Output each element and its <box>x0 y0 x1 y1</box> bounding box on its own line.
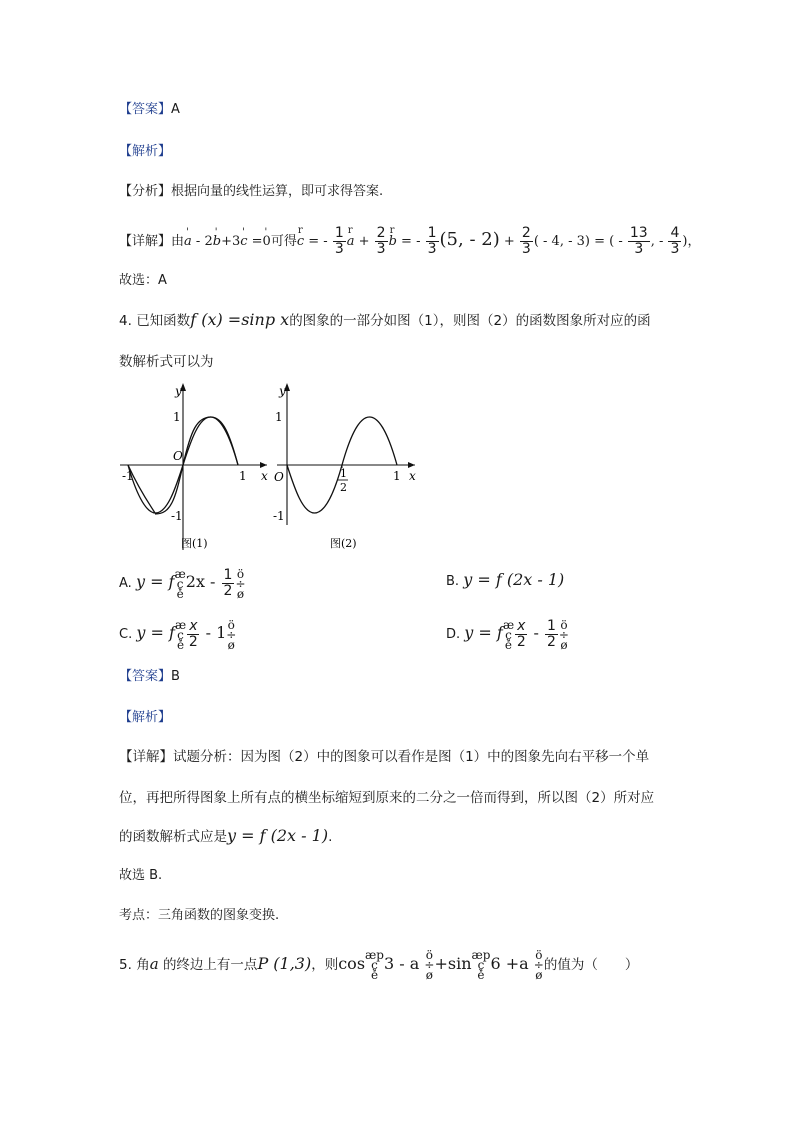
option-b-expr: y = f (2x - 1) <box>463 570 565 589</box>
option-c-lparen: æ ç è <box>174 617 187 652</box>
option-c-mid: - 1 <box>200 623 227 642</box>
option-b[interactable] <box>446 569 564 591</box>
vec-b: ' b <box>213 224 221 260</box>
vec-c2: r c <box>297 224 304 260</box>
frac-1-3b: $\frac{1}{3}$ <box>427 225 437 257</box>
option-d[interactable] <box>446 617 569 652</box>
q4-detail-pre: 的函数解析式应是 <box>119 829 227 845</box>
expr-eq: = - <box>304 234 332 249</box>
q5-six: 6 <box>490 954 501 973</box>
expr-eq0: = <box>247 234 263 249</box>
fig1-tick-top: 1 <box>173 410 181 424</box>
detail-tag: 【详解】 <box>119 234 172 249</box>
q5-cos: cos <box>338 954 366 973</box>
answer-value: A <box>171 102 180 117</box>
fig1-x-label: x <box>261 469 268 483</box>
expr-eqneg: = - <box>396 234 425 249</box>
q4-detail-line1 <box>119 748 649 766</box>
expr-comma: , - <box>650 234 668 249</box>
q3-conclusion: 故选：A <box>119 273 167 288</box>
q4-answer-tag: 【答案】 <box>119 669 172 684</box>
q5-plus-a: +a <box>500 954 534 973</box>
q5-stem2: ，则 <box>311 957 339 973</box>
q4-detail-tag: 【详解】 <box>119 749 173 765</box>
option-a-frac: $\frac{1}{2}$ <box>223 567 233 599</box>
option-a-rparen: ö ÷ ø <box>235 566 246 601</box>
q4-detail-line2: 位，再把所得图象上所有点的横坐标缩短到原来的二分之一倍而得到，所以图（2）所对应 <box>119 790 655 806</box>
q4-analysis-heading <box>119 709 171 727</box>
q4-analysis-tag: 【解析】 <box>119 710 172 725</box>
q4-answer-value: B <box>171 669 180 684</box>
fig2-tick-top: 1 <box>275 410 283 424</box>
analysis-heading <box>119 143 171 161</box>
fig1-tick-left: -1 <box>122 469 134 483</box>
expr-plus: + <box>354 234 374 249</box>
option-c-pre: y = f <box>136 623 175 642</box>
fig2-x-label: x <box>409 469 416 483</box>
q4-number: 4. <box>119 313 132 329</box>
expr-minus2: - 2 <box>191 234 213 249</box>
q5-point: P (1,3) <box>257 954 312 973</box>
fig2-origin: O <box>274 470 284 484</box>
vec-a2: r a <box>347 224 355 260</box>
fig1-tick-right: 1 <box>239 469 247 483</box>
fig1-caption: 图(1) <box>181 537 208 550</box>
expr-trail: ， <box>687 234 701 249</box>
option-d-mid: - <box>528 623 544 642</box>
q4-conclusion: 故选 B. <box>119 868 163 883</box>
fig2-half-num: 1 <box>340 467 347 480</box>
q4-detail-line3 <box>119 825 332 847</box>
fig2-x-arrow <box>408 462 415 468</box>
vec-zero: ' 0 <box>263 224 271 260</box>
fig1-origin: O <box>173 449 183 463</box>
option-a-mid: 2x - <box>185 572 221 591</box>
q4-stem-line2: 数解析式可以为 <box>119 354 214 370</box>
option-a[interactable] <box>119 566 246 601</box>
option-a-lparen: æ ç è <box>174 566 186 601</box>
option-d-lparen: æ ç è <box>502 617 515 652</box>
fenxi-text: 根据向量的线性运算，即可求得答案. <box>171 184 384 199</box>
fenxi-tag: 【分析】 <box>119 184 172 199</box>
option-c[interactable] <box>119 617 237 652</box>
option-a-label: A. <box>119 576 132 591</box>
q5-alpha: a <box>149 955 159 973</box>
q5-rparen2: ö ÷ ø <box>533 948 544 982</box>
q4-detail-text1: 试题分析：因为图（2）中的图象可以看作是图（1）中的图象先向右平移一个单 <box>173 749 650 765</box>
frac-1-3a: $\frac{1}{3}$ <box>334 225 344 257</box>
option-a-pre: y = f <box>135 572 175 591</box>
detail-you: 由 <box>171 234 185 249</box>
vec-b2: r b <box>389 224 397 260</box>
analysis-tag: 【解析】 <box>119 144 172 159</box>
vector-neg4-neg3: ( - 4, - 3) <box>533 234 590 249</box>
q5-stem3: 的值为（ ） <box>543 957 639 973</box>
option-d-frac1: $\frac{x}{2}$ <box>516 618 526 650</box>
expr-close: ) <box>682 234 688 249</box>
frac-2-3a: $\frac{2}{3}$ <box>376 225 386 257</box>
figure-2 <box>273 383 416 550</box>
figure-1 <box>120 383 268 550</box>
fig2-half-den: 2 <box>340 481 347 494</box>
q5-jiao: 角 <box>136 957 150 973</box>
option-d-label: D. <box>446 627 461 642</box>
q5-number: 5. <box>119 957 132 973</box>
q4-figures <box>115 380 425 555</box>
q4-stem-post: 的图象的一部分如图（1），则图（2）的函数图象所对应的函 <box>289 313 651 329</box>
option-d-frac2: $\frac{1}{2}$ <box>547 618 556 650</box>
q4-detail-post: . <box>328 829 333 845</box>
option-d-pre: y = f <box>464 623 503 642</box>
fenxi-line <box>119 183 383 201</box>
fig2-y-label: y <box>279 384 286 398</box>
fig1-x-arrow <box>260 462 267 468</box>
q4-function: f (x) =sinp x <box>190 310 290 329</box>
fig1-tick-bottom: -1 <box>171 509 183 523</box>
q4-detail-expr: y = f (2x - 1) <box>227 826 329 845</box>
q5-stem <box>119 946 638 982</box>
answer-tag: 【答案】 <box>119 102 172 117</box>
expr-eq2: = ( - <box>589 234 627 249</box>
q4-stem-line1 <box>119 311 651 330</box>
option-c-rparen: ö ÷ ø <box>226 617 237 652</box>
q5-minus: - a <box>394 954 425 973</box>
q5-stem1: 的终边上有一点 <box>162 957 258 973</box>
option-b-label: B. <box>446 574 460 589</box>
expr-plus2: + <box>499 234 519 249</box>
vec-c: ' c <box>240 224 247 260</box>
q5-plus-sin: +sin <box>434 954 472 973</box>
q5-lparen2: æp ç è <box>471 948 491 982</box>
frac-13-3: $\frac{13}{3}$ <box>629 225 648 257</box>
fig2-tick-bottom: -1 <box>273 509 285 523</box>
expr-plus3: +3 <box>221 234 241 249</box>
detail-kede: 可得 <box>270 234 297 249</box>
detail-line-q3 <box>119 222 701 258</box>
q4-stem-pre: 已知函数 <box>136 313 191 329</box>
option-c-frac: $\frac{x}{2}$ <box>188 618 198 650</box>
frac-2-3b: $\frac{2}{3}$ <box>521 225 531 257</box>
q4-kaodian: 考点：三角函数的图象变换. <box>119 908 280 923</box>
fig2-tick-right: 1 <box>393 469 401 483</box>
fig1-y-label: y <box>175 384 182 398</box>
fig2-caption: 图(2) <box>330 537 357 550</box>
q5-rparen1: ö ÷ ø <box>424 948 435 982</box>
q5-lparen1: æp ç è <box>365 948 384 982</box>
q4-answer-line <box>119 668 180 686</box>
vec-a: ' a <box>184 224 192 260</box>
frac-4-3: $\frac{4}{3}$ <box>670 225 680 257</box>
vector-5-neg2: (5, - 2) <box>439 229 500 250</box>
option-c-label: C. <box>119 627 133 642</box>
q5-three: 3 <box>384 954 395 973</box>
answer-line <box>119 101 180 119</box>
option-d-rparen: ö ÷ ø <box>558 617 569 652</box>
